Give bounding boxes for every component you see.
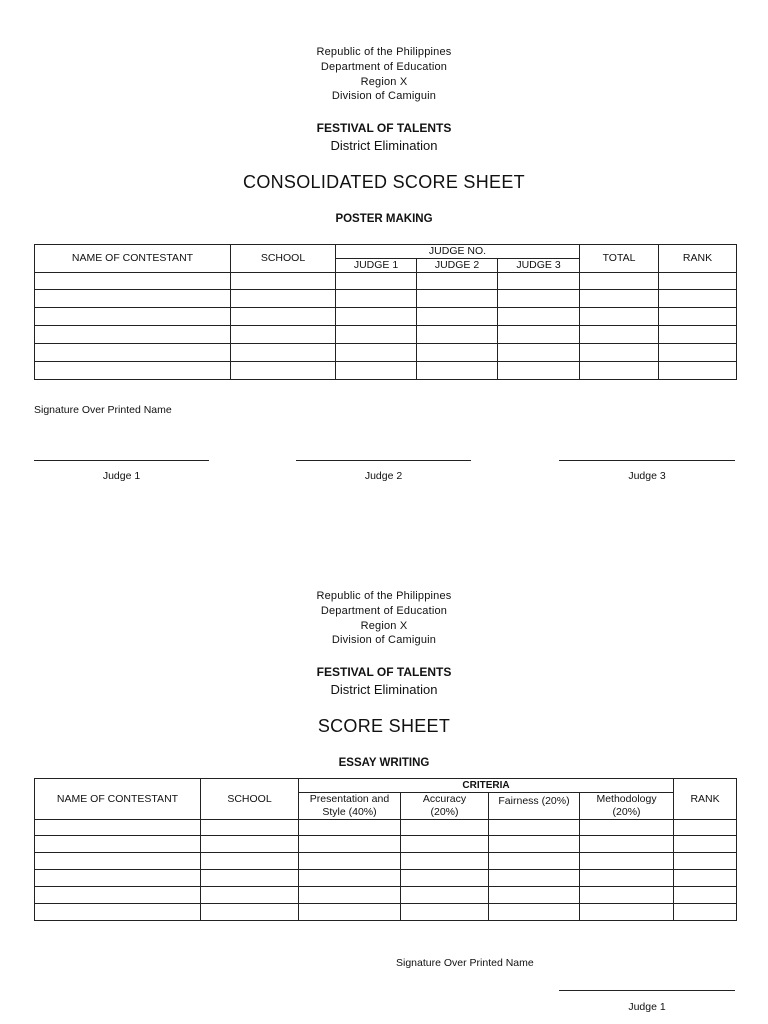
cell-input[interactable] <box>35 904 201 921</box>
cell-input[interactable] <box>417 273 498 290</box>
signature-line-judge-1[interactable] <box>559 990 735 991</box>
col-header-total: TOTAL <box>580 245 659 273</box>
cell-input[interactable] <box>299 820 401 836</box>
judge-2-label: Judge 2 <box>364 470 403 482</box>
cell-input[interactable] <box>401 836 489 853</box>
cell-input[interactable] <box>659 290 737 308</box>
header-region: Region X <box>360 76 408 88</box>
col-header-criteria-group: CRITERIA <box>299 779 674 793</box>
cell-input[interactable] <box>35 308 231 326</box>
table-row <box>35 870 737 887</box>
cell-input[interactable] <box>580 326 659 344</box>
cell-input[interactable] <box>417 308 498 326</box>
judge-3-label: Judge 3 <box>628 470 666 482</box>
cell-input[interactable] <box>580 887 674 904</box>
cell-input[interactable] <box>336 362 417 380</box>
cell-input[interactable] <box>498 290 580 308</box>
header-republic: Republic of the Philippines <box>316 590 452 602</box>
col-header-methodology: Methodology (20%) <box>580 793 674 820</box>
cell-input[interactable] <box>489 870 580 887</box>
category-title: ESSAY WRITING <box>338 757 430 769</box>
cell-input[interactable] <box>231 273 336 290</box>
col-header-fairness: Fairness (20%) <box>489 793 580 820</box>
cell-input[interactable] <box>299 836 401 853</box>
cell-input[interactable] <box>35 887 201 904</box>
cell-input[interactable] <box>674 904 737 921</box>
header-department: Department of Education <box>320 605 448 617</box>
district-subtitle: District Elimination <box>330 682 438 697</box>
cell-input[interactable] <box>35 273 231 290</box>
signature-label: Signature Over Printed Name <box>396 957 534 969</box>
table-row <box>35 853 737 870</box>
cell-input[interactable] <box>580 820 674 836</box>
cell-input[interactable] <box>417 290 498 308</box>
cell-input[interactable] <box>401 870 489 887</box>
festival-title: FESTIVAL OF TALENTS <box>316 121 452 135</box>
cell-input[interactable] <box>299 870 401 887</box>
judge-1-label: Judge 1 <box>102 470 141 482</box>
col-header-judge-2: JUDGE 2 <box>417 259 498 273</box>
page-title: SCORE SHEET <box>317 716 451 736</box>
table-row <box>35 904 737 921</box>
cell-input[interactable] <box>659 344 737 362</box>
cell-input[interactable] <box>35 853 201 870</box>
col-header-school: SCHOOL <box>201 779 299 820</box>
table-row <box>35 820 737 836</box>
header-republic: Republic of the Philippines <box>316 46 452 58</box>
cell-input[interactable] <box>580 904 674 921</box>
col-header-judge-3: JUDGE 3 <box>498 259 580 273</box>
cell-input[interactable] <box>498 273 580 290</box>
cell-input[interactable] <box>231 344 336 362</box>
cell-input[interactable] <box>336 344 417 362</box>
header-region: Region X <box>360 620 408 632</box>
cell-input[interactable] <box>401 887 489 904</box>
cell-input[interactable] <box>659 273 737 290</box>
cell-input[interactable] <box>580 273 659 290</box>
col-header-judge-1: JUDGE 1 <box>336 259 417 273</box>
cell-input[interactable] <box>35 870 201 887</box>
cell-input[interactable] <box>35 344 231 362</box>
page-title: CONSOLIDATED SCORE SHEET <box>243 172 525 192</box>
cell-input[interactable] <box>659 326 737 344</box>
cell-input[interactable] <box>401 904 489 921</box>
judge-1-label: Judge 1 <box>628 1001 666 1013</box>
cell-input[interactable] <box>674 887 737 904</box>
cell-input[interactable] <box>201 904 299 921</box>
cell-input[interactable] <box>489 836 580 853</box>
signature-line-judge-1[interactable] <box>34 460 209 461</box>
cell-input[interactable] <box>580 308 659 326</box>
table-row <box>35 362 737 380</box>
col-header-presentation: Presentation and Style (40%) <box>299 793 401 820</box>
cell-input[interactable] <box>299 853 401 870</box>
cell-input[interactable] <box>201 887 299 904</box>
festival-title: FESTIVAL OF TALENTS <box>316 665 452 679</box>
cell-input[interactable] <box>35 362 231 380</box>
header-division: Division of Camiguin <box>331 90 437 102</box>
cell-input[interactable] <box>231 308 336 326</box>
cell-input[interactable] <box>489 904 580 921</box>
cell-input[interactable] <box>201 820 299 836</box>
cell-input[interactable] <box>336 308 417 326</box>
header-department: Department of Education <box>320 61 448 73</box>
signature-line-judge-2[interactable] <box>296 460 471 461</box>
district-subtitle: District Elimination <box>330 138 438 153</box>
cell-input[interactable] <box>201 870 299 887</box>
cell-input[interactable] <box>35 836 201 853</box>
cell-input[interactable] <box>580 870 674 887</box>
cell-input[interactable] <box>580 362 659 380</box>
cell-input[interactable] <box>498 326 580 344</box>
cell-input[interactable] <box>674 820 737 836</box>
cell-input[interactable] <box>489 820 580 836</box>
cell-input[interactable] <box>659 362 737 380</box>
col-header-name: NAME OF CONTESTANT <box>35 245 231 273</box>
table-row <box>35 344 737 362</box>
col-header-name: NAME OF CONTESTANT <box>35 779 201 820</box>
cell-input[interactable] <box>489 887 580 904</box>
col-header-judge-group: JUDGE NO. <box>336 245 580 259</box>
col-header-school: SCHOOL <box>231 245 336 273</box>
cell-input[interactable] <box>417 362 498 380</box>
col-header-accuracy: Accuracy (20%) <box>401 793 489 820</box>
table-row <box>35 836 737 853</box>
signature-line-judge-3[interactable] <box>559 460 735 461</box>
table-row <box>35 326 737 344</box>
cell-input[interactable] <box>674 870 737 887</box>
cell-input[interactable] <box>231 362 336 380</box>
cell-input[interactable] <box>580 836 674 853</box>
table-row <box>35 887 737 904</box>
cell-input[interactable] <box>489 853 580 870</box>
cell-input[interactable] <box>674 836 737 853</box>
essay-score-table <box>34 778 737 921</box>
table-row <box>35 308 737 326</box>
signature-label: Signature Over Printed Name <box>34 404 172 416</box>
cell-input[interactable] <box>580 344 659 362</box>
col-header-rank: RANK <box>674 779 737 820</box>
cell-input[interactable] <box>498 344 580 362</box>
table-row <box>35 273 737 290</box>
cell-input[interactable] <box>659 308 737 326</box>
cell-input[interactable] <box>417 344 498 362</box>
cell-input[interactable] <box>336 273 417 290</box>
cell-input[interactable] <box>401 820 489 836</box>
cell-input[interactable] <box>674 853 737 870</box>
col-header-rank: RANK <box>659 245 737 273</box>
cell-input[interactable] <box>580 290 659 308</box>
cell-input[interactable] <box>580 853 674 870</box>
cell-input[interactable] <box>336 290 417 308</box>
category-title: POSTER MAKING <box>335 213 433 225</box>
header-division: Division of Camiguin <box>331 634 437 646</box>
cell-input[interactable] <box>35 820 201 836</box>
cell-input[interactable] <box>498 362 580 380</box>
table-row <box>35 290 737 308</box>
cell-input[interactable] <box>401 853 489 870</box>
cell-input[interactable] <box>498 308 580 326</box>
cell-input[interactable] <box>35 290 231 308</box>
cell-input[interactable] <box>299 887 401 904</box>
cell-input[interactable] <box>231 326 336 344</box>
cell-input[interactable] <box>35 326 231 344</box>
cell-input[interactable] <box>299 904 401 921</box>
cell-input[interactable] <box>201 853 299 870</box>
consolidated-score-table <box>34 244 737 380</box>
cell-input[interactable] <box>201 836 299 853</box>
cell-input[interactable] <box>336 326 417 344</box>
cell-input[interactable] <box>231 290 336 308</box>
cell-input[interactable] <box>417 326 498 344</box>
